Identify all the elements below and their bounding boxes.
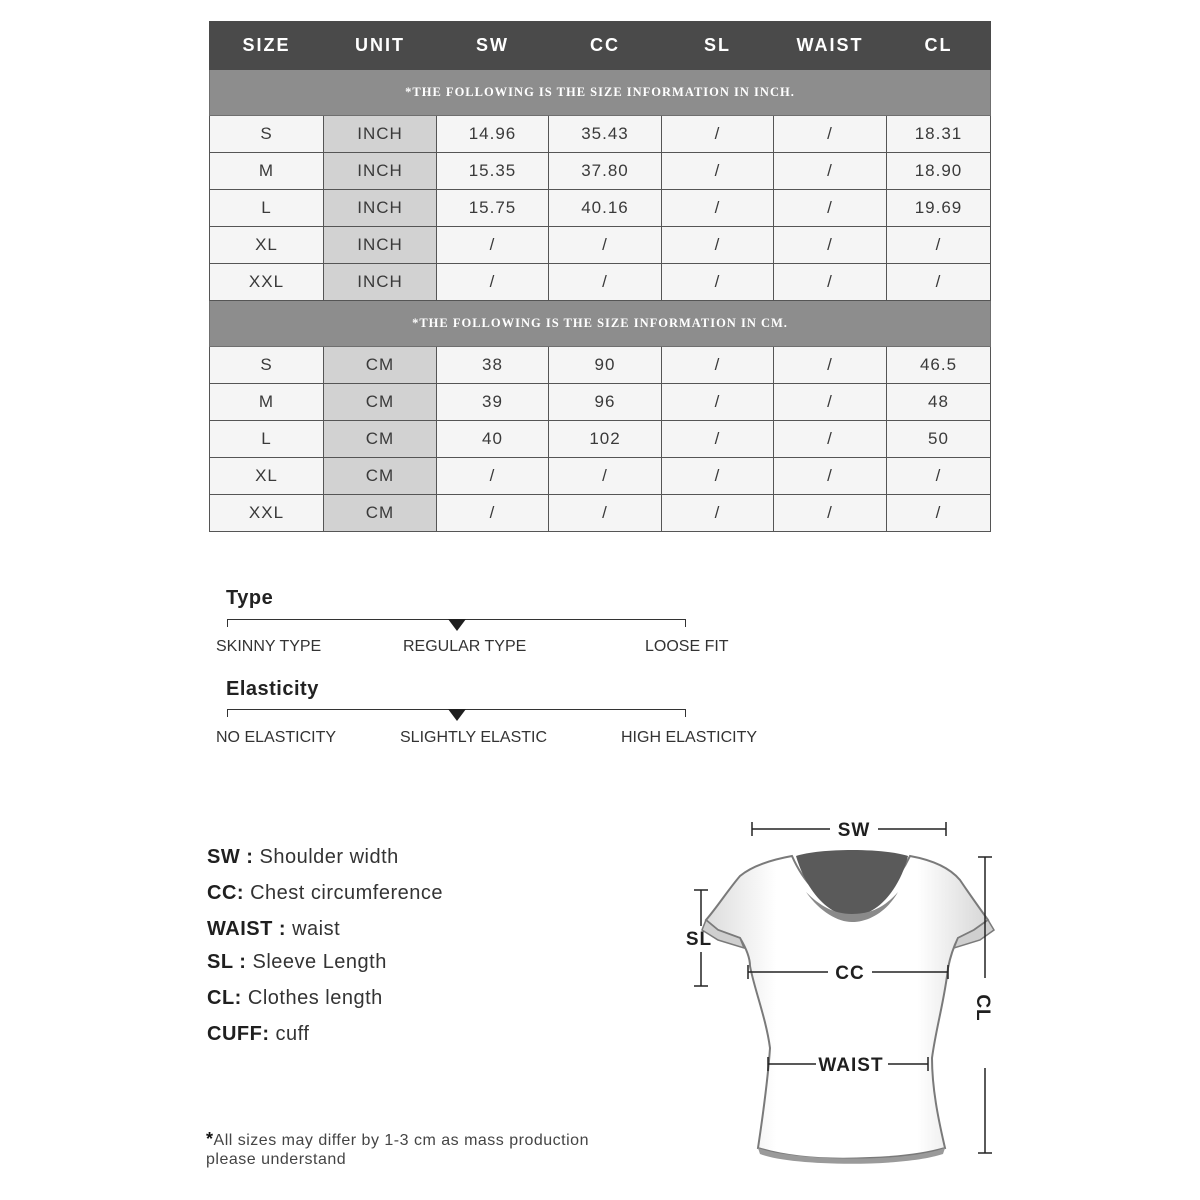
legend-item-waist — [207, 918, 340, 941]
disclaimer-line-2: please understand — [206, 1151, 347, 1168]
elasticity-scale-label-none: NO ELASTICITY — [216, 729, 337, 746]
sl-cell: / — [662, 384, 774, 421]
disclaimer-asterisk: * — [206, 1129, 214, 1149]
sw-cell: 40 — [437, 421, 549, 458]
sl-dimension-label: SL — [685, 929, 713, 950]
waist-dimension-label: WAIST — [818, 1055, 884, 1076]
legend-text: Shoulder width — [253, 846, 399, 868]
legend-text: cuff — [269, 1023, 310, 1045]
section-row-cm — [210, 301, 991, 347]
sl-cell: / — [662, 190, 774, 227]
sl-cell: / — [662, 153, 774, 190]
cc-cell: 102 — [549, 421, 662, 458]
sw-cell: 38 — [437, 347, 549, 384]
tshirt-measurement-diagram — [670, 808, 1010, 1178]
legend-key: WAIST : — [207, 918, 287, 940]
cc-cell: / — [549, 458, 662, 495]
size-cell: S — [210, 116, 324, 153]
table-row — [210, 347, 991, 384]
type-scale-marker-icon — [448, 619, 466, 631]
section-title-inch: *THE FOLLOWING IS THE SIZE INFORMATION IN INCH. — [210, 70, 991, 116]
legend-key: CC: — [207, 882, 245, 904]
unit-cell: CM — [324, 347, 437, 384]
size-cell: XL — [210, 458, 324, 495]
waist-cell: / — [774, 495, 887, 532]
sl-cell: / — [662, 458, 774, 495]
waist-cell: / — [774, 347, 887, 384]
header-cc: CC — [549, 22, 662, 70]
cc-cell: / — [549, 495, 662, 532]
disclaimer-line-1 — [206, 1129, 589, 1150]
sl-cell: / — [662, 421, 774, 458]
sw-cell: / — [437, 495, 549, 532]
unit-cell: CM — [324, 458, 437, 495]
cc-cell: 96 — [549, 384, 662, 421]
cc-cell: / — [549, 227, 662, 264]
elasticity-scale-title: Elasticity — [226, 678, 319, 700]
legend-text: Chest circumference — [244, 882, 444, 904]
cl-cell: 50 — [887, 421, 991, 458]
table-row — [210, 116, 991, 153]
size-cell: XXL — [210, 264, 324, 301]
unit-cell: INCH — [324, 116, 437, 153]
cc-cell: 90 — [549, 347, 662, 384]
unit-cell: CM — [324, 421, 437, 458]
header-unit: UNIT — [324, 22, 437, 70]
cl-cell: / — [887, 264, 991, 301]
table-row — [210, 458, 991, 495]
waist-cell: / — [774, 153, 887, 190]
unit-cell: INCH — [324, 227, 437, 264]
unit-cell: INCH — [324, 264, 437, 301]
sw-cell: 39 — [437, 384, 549, 421]
sw-cell: 14.96 — [437, 116, 549, 153]
type-scale-label-skinny: SKINNY TYPE — [216, 638, 322, 655]
table-row — [210, 495, 991, 532]
legend-text: Clothes length — [241, 987, 383, 1009]
waist-cell: / — [774, 384, 887, 421]
cl-cell: 46.5 — [887, 347, 991, 384]
waist-cell: / — [774, 227, 887, 264]
elasticity-scale-marker-icon — [448, 709, 466, 721]
table-row — [210, 421, 991, 458]
cl-cell: / — [887, 495, 991, 532]
size-cell: XL — [210, 227, 324, 264]
section-title-cm: *THE FOLLOWING IS THE SIZE INFORMATION IN CM. — [210, 301, 991, 347]
sw-cell: 15.35 — [437, 153, 549, 190]
elasticity-scale-label-slight: SLIGHTLY ELASTIC — [400, 729, 548, 746]
legend-item-sw — [207, 846, 399, 869]
table-row — [210, 227, 991, 264]
cl-cell: 18.90 — [887, 153, 991, 190]
legend-item-sl — [207, 951, 387, 974]
header-waist: WAIST — [774, 22, 887, 70]
unit-cell: CM — [324, 495, 437, 532]
sl-cell: / — [662, 347, 774, 384]
cl-dimension-label: CL — [972, 994, 993, 1022]
size-cell: M — [210, 384, 324, 421]
sw-cell: / — [437, 458, 549, 495]
legend-key: SL : — [207, 951, 247, 973]
cc-cell: 40.16 — [549, 190, 662, 227]
legend-item-cc — [207, 882, 443, 905]
sl-cell: / — [662, 116, 774, 153]
legend-key: CL: — [207, 987, 242, 1009]
cc-dimension-label: CC — [835, 963, 865, 984]
header-cl: CL — [887, 22, 991, 70]
cl-cell: 19.69 — [887, 190, 991, 227]
legend-item-cl — [207, 987, 383, 1010]
size-cell: L — [210, 421, 324, 458]
size-cell: M — [210, 153, 324, 190]
cc-cell: 37.80 — [549, 153, 662, 190]
sl-cell: / — [662, 227, 774, 264]
legend-item-cuff — [207, 1023, 309, 1046]
legend-key: SW : — [207, 846, 254, 868]
legend-text: waist — [286, 918, 341, 940]
header-size: SIZE — [210, 22, 324, 70]
table-row — [210, 264, 991, 301]
size-cell: XXL — [210, 495, 324, 532]
unit-cell: INCH — [324, 153, 437, 190]
table-row — [210, 153, 991, 190]
sw-cell: 15.75 — [437, 190, 549, 227]
table-row — [210, 384, 991, 421]
type-scale-label-regular: REGULAR TYPE — [403, 638, 527, 655]
cl-cell: / — [887, 227, 991, 264]
sw-cell: / — [437, 227, 549, 264]
table-row — [210, 190, 991, 227]
cc-cell: 35.43 — [549, 116, 662, 153]
cl-cell: / — [887, 458, 991, 495]
table-header-row — [210, 22, 991, 70]
waist-cell: / — [774, 458, 887, 495]
legend-key: CUFF: — [207, 1023, 270, 1045]
sw-cell: / — [437, 264, 549, 301]
waist-cell: / — [774, 264, 887, 301]
cl-cell: 48 — [887, 384, 991, 421]
type-scale-label-loose: LOOSE FIT — [645, 638, 729, 655]
cl-cell: 18.31 — [887, 116, 991, 153]
legend-text: Sleeve Length — [246, 951, 387, 973]
sl-cell: / — [662, 495, 774, 532]
size-cell: L — [210, 190, 324, 227]
type-scale-title: Type — [226, 587, 274, 609]
unit-cell: INCH — [324, 190, 437, 227]
sl-cell: / — [662, 264, 774, 301]
waist-cell: / — [774, 421, 887, 458]
waist-cell: / — [774, 116, 887, 153]
section-row-inch — [210, 70, 991, 116]
cc-cell: / — [549, 264, 662, 301]
sw-dimension-label: SW — [837, 820, 871, 841]
waist-cell: / — [774, 190, 887, 227]
unit-cell: CM — [324, 384, 437, 421]
elasticity-scale-label-high: HIGH ELASTICITY — [621, 729, 758, 746]
header-sl: SL — [662, 22, 774, 70]
size-chart-table — [209, 21, 991, 532]
header-sw: SW — [437, 22, 549, 70]
size-cell: S — [210, 347, 324, 384]
disclaimer-text: All sizes may differ by 1-3 cm as mass production — [213, 1132, 589, 1149]
